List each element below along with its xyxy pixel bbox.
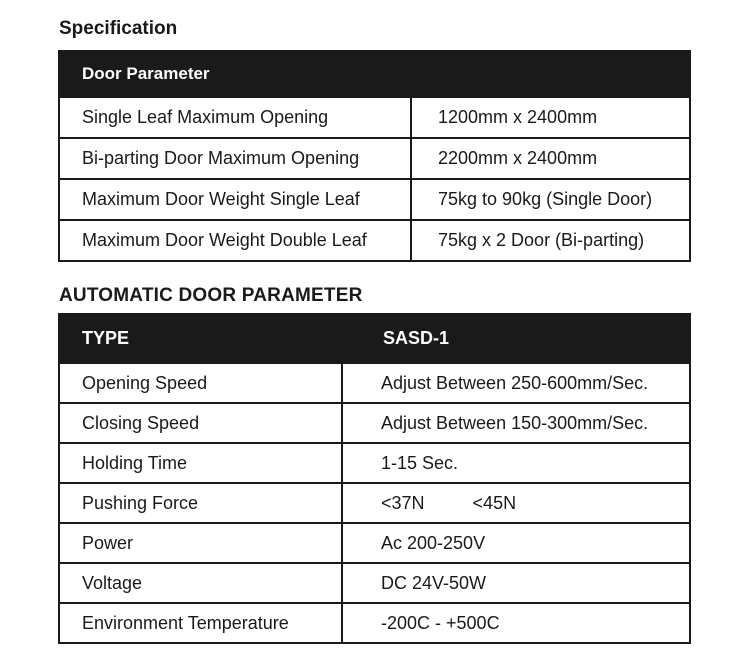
table-row — [59, 138, 690, 179]
row-label: Maximum Door Weight Single Leaf — [59, 179, 411, 220]
row-value: Adjust Between 150-300mm/Sec. — [342, 403, 690, 443]
row-label: Single Leaf Maximum Opening — [59, 97, 411, 138]
table-row — [59, 563, 690, 603]
pushing-force-min: <37N — [381, 492, 425, 513]
row-label: Holding Time — [59, 443, 342, 483]
table-row — [59, 97, 690, 138]
row-label: Bi-parting Door Maximum Opening — [59, 138, 411, 179]
row-value: 1200mm x 2400mm — [411, 97, 690, 138]
row-value: -200C - +500C — [342, 603, 690, 643]
row-label: Power — [59, 523, 342, 563]
row-value: Adjust Between 250-600mm/Sec. — [342, 363, 690, 403]
row-label: Closing Speed — [59, 403, 342, 443]
table-row — [59, 443, 690, 483]
row-value: DC 24V-50W — [342, 563, 690, 603]
door-parameter-table — [58, 50, 691, 262]
table-row — [59, 483, 690, 523]
door-parameter-header-row — [59, 51, 690, 97]
row-value: 75kg to 90kg (Single Door) — [411, 179, 690, 220]
type-header: TYPE — [59, 314, 342, 363]
table-row — [59, 179, 690, 220]
row-label: Voltage — [59, 563, 342, 603]
row-value: 1-15 Sec. — [342, 443, 690, 483]
table-row — [59, 603, 690, 643]
row-label: Pushing Force — [59, 483, 342, 523]
row-value: Ac 200-250V — [342, 523, 690, 563]
pushing-force-max: <45N — [472, 492, 517, 513]
row-value: 75kg x 2 Door (Bi-parting) — [411, 220, 690, 261]
model-header: SASD-1 — [342, 314, 690, 363]
specification-heading: Specification — [59, 18, 178, 39]
table-row — [59, 363, 690, 403]
row-value: 2200mm x 2400mm — [411, 138, 690, 179]
table-row — [59, 523, 690, 563]
auto-table-header-row — [59, 314, 690, 363]
row-label: Environment Temperature — [59, 603, 342, 643]
automatic-door-parameter-table — [58, 313, 691, 644]
row-label: Opening Speed — [59, 363, 342, 403]
table-row — [59, 220, 690, 261]
door-parameter-header: Door Parameter — [59, 51, 690, 97]
table-row — [59, 403, 690, 443]
automatic-door-parameter-heading: AUTOMATIC DOOR PARAMETER — [59, 285, 363, 306]
row-label: Maximum Door Weight Double Leaf — [59, 220, 411, 261]
row-value — [342, 483, 690, 523]
